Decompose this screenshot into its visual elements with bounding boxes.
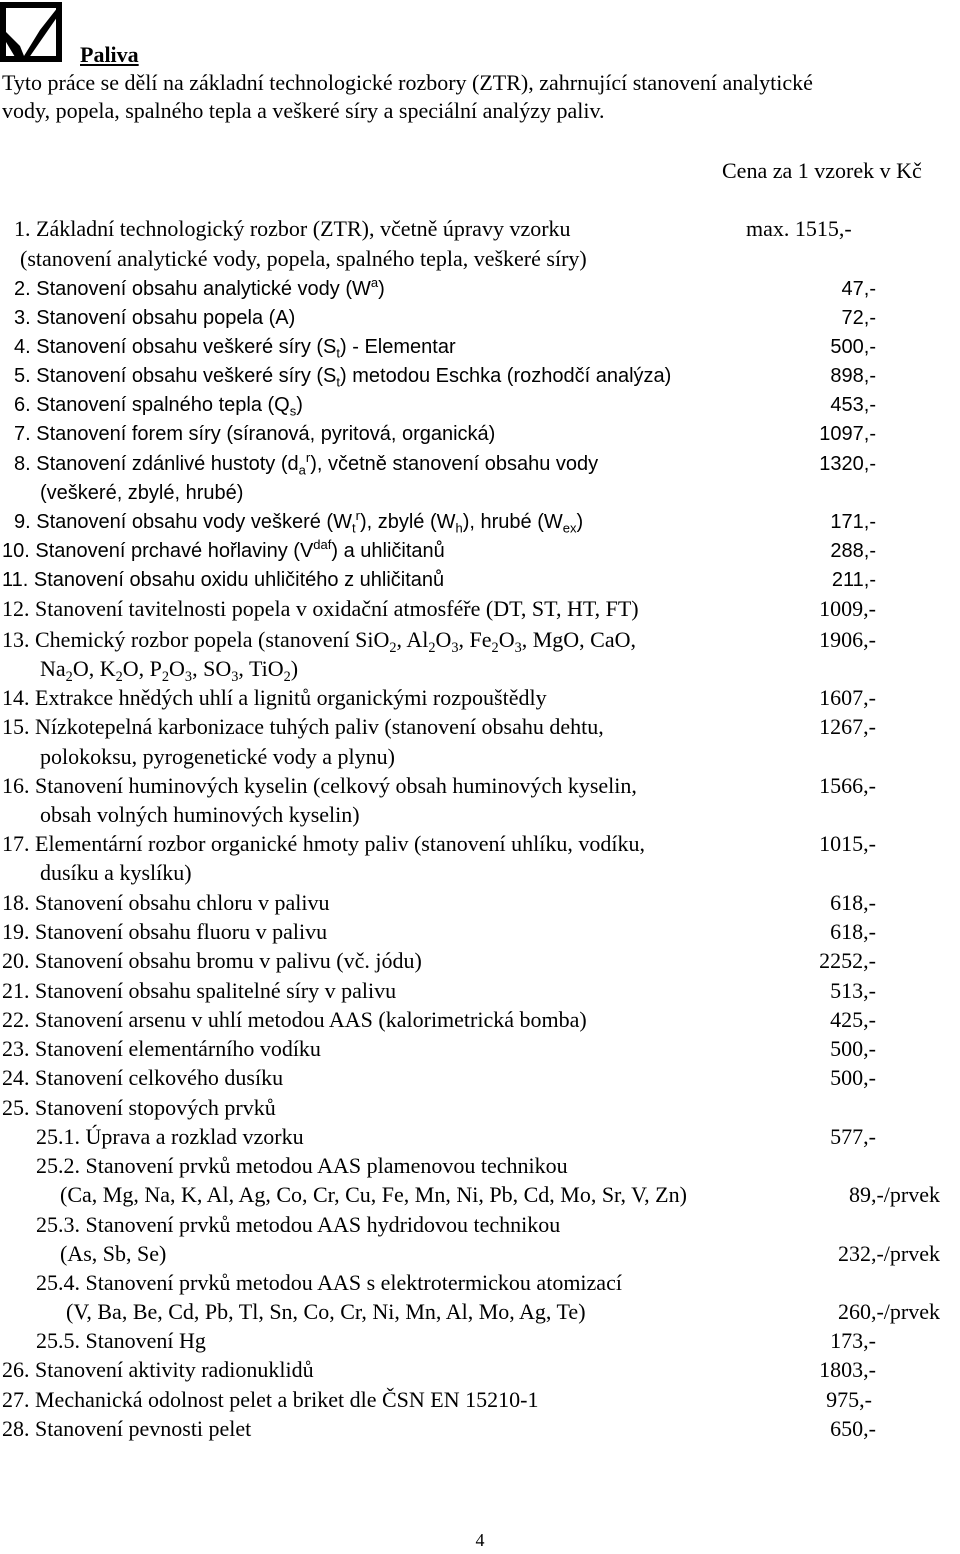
item-25-1-price: 577,-: [830, 1124, 876, 1149]
item-27-price: 975,-: [826, 1387, 872, 1412]
item-5-price: 898,-: [830, 365, 876, 387]
item-25-2-line-1: 25.2. Stanovení prvků metodou AAS plamenovou technikou: [36, 1153, 568, 1178]
item-25-4-line-2: (V, Ba, Be, Cd, Pb, Tl, Sn, Co, Cr, Ni, Mn, Al, Mo, Ag, Te): [66, 1299, 586, 1324]
item-25-2-price: 89,-/prvek: [848, 1182, 940, 1207]
item-26-text: 26. Stanovení aktivity radionuklidů: [2, 1357, 314, 1382]
item-7-price: 1097,-: [819, 423, 876, 445]
item-25-5-text: 25.5. Stanovení Hg: [36, 1328, 206, 1353]
item-1-line-1: 1. Základní technologický rozbor (ZTR), včetně úpravy vzorku: [14, 216, 571, 241]
item-1-line-2: (stanovení analytické vody, popela, spalného tepla, veškeré síry): [20, 246, 587, 271]
item-25-3-line-2: (As, Sb, Se): [60, 1241, 167, 1266]
item-18-price: 618,-: [830, 890, 876, 915]
item-3-price: 72,-: [841, 307, 876, 329]
item-24-text: 24. Stanovení celkového dusíku: [2, 1065, 284, 1090]
item-15-price: 1267,-: [819, 714, 876, 739]
item-12-text: 12. Stanovení tavitelnosti popela v oxidační atmosféře (DT, ST, HT, FT): [2, 596, 639, 621]
item-4-price: 500,-: [830, 336, 876, 358]
item-11-text: 11. Stanovení obsahu oxidu uhličitého z uhličitanů: [2, 569, 445, 591]
item-21-price: 513,-: [830, 978, 876, 1003]
item-19-price: 618,-: [830, 919, 876, 944]
item-22-price: 425,-: [830, 1007, 876, 1032]
item-25-3-price: 232,-/prvek: [837, 1241, 940, 1266]
item-17-price: 1015,-: [819, 831, 876, 856]
item-13-line-1: 13. Chemický rozbor popela (stanovení SiO$_2$, $Al_2O_3$, $Fe_2O_3$, MgO, CaO,: [2, 627, 637, 656]
item-24-price: 500,-: [830, 1065, 876, 1090]
item-7-text: 7. Stanovení forem síry (síranová, pyritová, organická): [14, 423, 496, 445]
item-5-text: 5. Stanovení obsahu veškeré síry $(S_t)$ metodou Eschka (rozhodčí analýza): [14, 365, 672, 390]
item-9-price: 171,-: [830, 511, 876, 533]
item-10-price: 288,-: [830, 540, 876, 562]
item-16-line-1: 16. Stanovení huminových kyselin (celkový obsah huminových kyselin,: [2, 773, 637, 798]
item-12-price: 1009,-: [819, 596, 876, 621]
item-25-5-price: 173,-: [830, 1328, 876, 1353]
item-25-4-price: 260,-/prvek: [837, 1299, 940, 1324]
item-22-text: 22. Stanovení arsenu v uhlí metodou AAS (kalorimetrická bomba): [2, 1007, 587, 1032]
item-28-text: 28. Stanovení pevnosti pelet: [2, 1416, 252, 1441]
item-21-text: 21. Stanovení obsahu spalitelné síry v palivu: [2, 978, 397, 1003]
item-16-price: 1566,-: [819, 773, 876, 798]
item-26-price: 1803,-: [819, 1357, 876, 1382]
item-15-line-1: 15. Nízkotepelná karbonizace tuhých paliv (stanovení obsahu dehtu,: [2, 714, 604, 739]
item-14-price: 1607,-: [819, 685, 876, 710]
item-25-1-text: 25.1. Úprava a rozklad vzorku: [36, 1124, 304, 1149]
item-23-price: 500,-: [830, 1036, 876, 1061]
item-13-line-2: $Na_2O$, $K_2O$, $P_2O_3$, $SO_3$, TiO$_2$): [40, 656, 299, 685]
item-1-price: max. 1515,-: [746, 216, 852, 241]
page-title: Paliva: [80, 42, 139, 67]
item-25-text: 25. Stanovení stopových prvků: [2, 1095, 276, 1120]
item-17-line-2: dusíku a kyslíku): [40, 860, 192, 885]
item-20-price: 2252,-: [819, 948, 876, 973]
item-13-price: 1906,-: [819, 627, 876, 652]
item-3-text: 3. Stanovení obsahu popela (A): [14, 307, 296, 329]
item-4-text: 4. Stanovení obsahu veškeré síry $(S_t)$ - Elementar: [14, 336, 456, 361]
item-8-line-2: (veškeré, zbylé, hrubé): [40, 482, 244, 504]
item-8-price: 1320,-: [819, 453, 876, 475]
item-6-price: 453,-: [830, 394, 876, 416]
item-25-2-line-2: (Ca, Mg, Na, K, Al, Ag, Co, Cr, Cu, Fe, Mn, Ni, Pb, Cd, Mo, Sr, V, Zn): [60, 1182, 687, 1207]
item-28-price: 650,-: [830, 1416, 876, 1441]
item-25-3-line-1: 25.3. Stanovení prvků metodou AAS hydridovou technikou: [36, 1212, 561, 1237]
item-6-text: 6. Stanovení spalného tepla $(Q_s)$: [14, 394, 303, 419]
item-2-text: 2. Stanovení obsahu analytické vody $(W^a)$: [14, 275, 385, 300]
item-15-line-2: polokoksu, pyrogenetické vody a plynu): [40, 744, 395, 769]
item-20-text: 20. Stanovení obsahu bromu v palivu (vč. jódu): [2, 948, 422, 973]
item-17-line-1: 17. Elementární rozbor organické hmoty paliv (stanovení uhlíku, vodíku,: [2, 831, 645, 856]
price-column-label: Cena za 1 vzorek v Kč: [722, 158, 922, 183]
item-18-text: 18. Stanovení obsahu chloru v palivu: [2, 890, 330, 915]
item-23-text: 23. Stanovení elementárního vodíku: [2, 1036, 321, 1061]
item-27-text: 27. Mechanická odolnost pelet a briket dle ČSN EN 15210-1: [2, 1387, 539, 1412]
item-8-text: 8. Stanovení zdánlivé hustoty $(d_a^r)$, včetně stanovení obsahu vody: [14, 450, 599, 478]
item-16-line-2: obsah volných huminových kyselin): [40, 802, 360, 827]
item-9-text: 9. Stanovení obsahu vody veškeré $(W_t^r)$, zbylé $(W_h)$, hrubé $(W_{ex})$: [14, 508, 584, 536]
item-14-text: 14. Extrakce hnědých uhlí a lignitů organickými rozpouštědly: [2, 685, 547, 710]
intro-line-1: Tyto práce se dělí na základní technologické rozbory (ZTR), zahrnující stanovení analytické: [2, 70, 813, 95]
intro-line-2: vody, popela, spalného tepla a veškeré síry a speciální analýzy paliv.: [2, 98, 605, 123]
item-2-price: 47,-: [841, 278, 876, 300]
item-25-4-line-1: 25.4. Stanovení prvků metodou AAS s elektrotermickou atomizací: [36, 1270, 622, 1295]
item-10-text: 10. Stanovení prchavé hořlaviny $(V^{daf})$ a uhličitanů: [2, 537, 445, 562]
checkmark-box-icon: [0, 2, 62, 62]
page-number: 4: [475, 1530, 485, 1550]
item-19-text: 19. Stanovení obsahu fluoru v palivu: [2, 919, 328, 944]
item-11-price: 211,-: [831, 569, 876, 591]
